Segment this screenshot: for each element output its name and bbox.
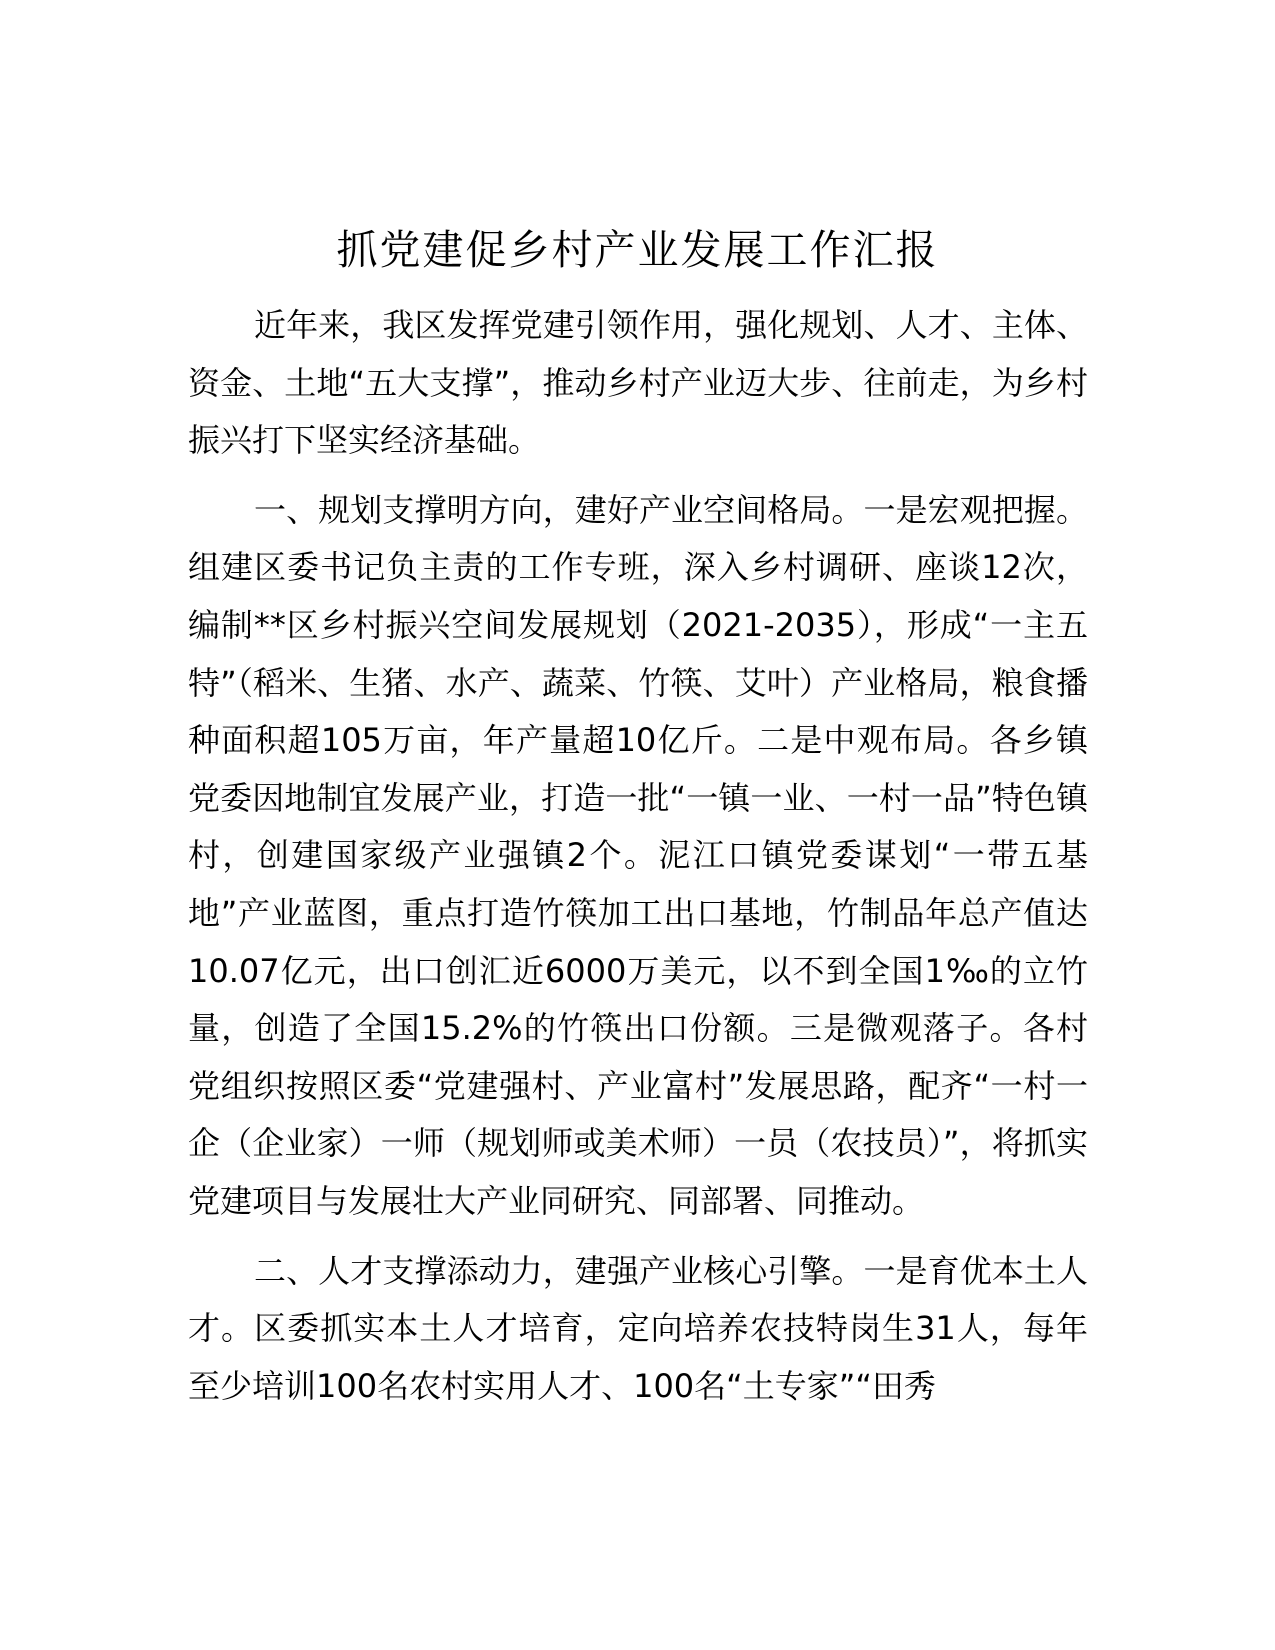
paragraph-section-2-talent: 二、人才支撑添动力，建强产业核心引擎。一是育优本土人才。区委抓实本土人才培育，定向培养农技特岗生31人，每年至少培训100名农村实用人才、100名“土专家”“田秀	[188, 1251, 1088, 1405]
document-body	[188, 297, 1088, 1415]
document-title: 抓党建促乡村产业发展工作汇报	[336, 226, 939, 274]
paragraph-section-1-planning: 一、规划支撑明方向，建好产业空间格局。一是宏观把握。组建区委书记负主责的工作专班，深入乡村调研、座谈12次，编制**区乡村振兴空间发展规划（2021-2035），形成“一主五特”（稻米、生猪、水产、蔬菜、竹筷、艾叶）产业格局，粮食播种面积超105万亩，年产量超10亿斤。二是中观布局。各乡镇党委因地制宜发展产业，打造一批“一镇一业、一村一品”特色镇村，创建国家级产业强镇2个。泥江口镇党委谋划“一带五基地”产业蓝图，重点打造竹筷加工出口基地，竹制品年总产值达10.07亿元，出口创汇近6000万美元，以不到全国1‰的立竹量，创造了全国15.2%的竹筷出口份额。三是微观落子。各村党组织按照区委“党建强村、产业富村”发展思路，配齐“一村一企（企业家）一师（规划师或美术师）一员（农技员）”，将抓实党建项目与发展壮大产业同研究、同部署、同推动。	[188, 490, 1088, 1220]
paragraph-intro: 近年来，我区发挥党建引领作用，强化规划、人才、主体、资金、土地“五大支撑”，推动乡村产业迈大步、往前走，为乡村振兴打下坚实经济基础。	[188, 306, 1088, 460]
